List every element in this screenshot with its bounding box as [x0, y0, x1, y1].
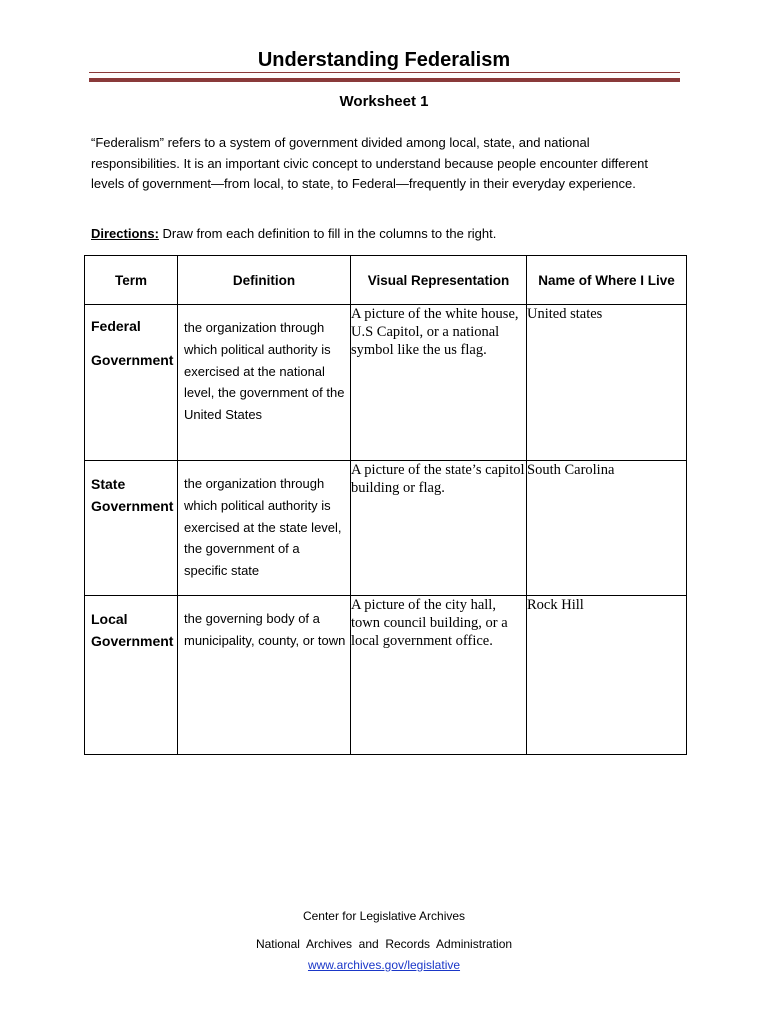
header-definition: Definition [178, 256, 351, 305]
definition-federal: the organization through which political authority is exercised at the national level, the government of the United States [184, 320, 345, 423]
visual-cell [351, 461, 527, 596]
definition-local: the governing body of a municipality, county, or town [184, 611, 346, 648]
live-cell [527, 596, 687, 755]
definition-cell [178, 461, 351, 596]
term-cell [85, 305, 178, 461]
footer-organization: Center for Legislative Archives [302, 909, 466, 923]
visual-state: A picture of the state’s capitol building or flag. [351, 462, 525, 496]
directions [91, 226, 681, 241]
table-row [85, 461, 687, 596]
live-cell [527, 461, 687, 596]
directions-text: Draw from each definition to fill in the columns to the right. [158, 226, 497, 241]
visual-local: A picture of the city hall, town council building, or a local government office. [351, 597, 508, 649]
term-state: State Government [91, 476, 174, 514]
definition-cell [178, 305, 351, 461]
table-row [85, 305, 687, 461]
live-cell [527, 305, 687, 461]
live-local: Rock Hill [527, 597, 584, 613]
definition-state: the organization through which political authority is exercised at the state level, the government of a specific state [184, 476, 342, 579]
worksheet-subtitle: Worksheet 1 [339, 93, 429, 110]
term-cell [85, 461, 178, 596]
footer-agency: National Archives and Records Administration [255, 937, 513, 951]
header-name-of-where-i-live: Name of Where I Live [527, 256, 687, 305]
title-rule-thin [89, 72, 680, 73]
term-federal: Federal Government [91, 318, 174, 368]
table-header-row [85, 256, 687, 305]
footer-link-container [0, 956, 768, 972]
visual-federal: A picture of the white house, U.S Capitol, or a national symbol like the us flag. [351, 306, 519, 358]
table-row [85, 596, 687, 755]
live-state: South Carolina [527, 462, 615, 478]
page-title: Understanding Federalism [257, 49, 511, 71]
term-local: Local Government [91, 611, 174, 649]
header-term: Term [85, 256, 178, 305]
term-cell [85, 596, 178, 755]
directions-label: Directions: [91, 226, 159, 241]
header-visual-representation: Visual Representation [351, 256, 527, 305]
title-rule-thick [89, 78, 680, 82]
visual-cell [351, 596, 527, 755]
visual-cell [351, 305, 527, 461]
intro-paragraph: “Federalism” refers to a system of government divided among local, state, and national responsibilities. It is an important civic concept to understand because people encounter different levels of government—from local, to state, to Federal—frequently in their everyday experience. [91, 135, 648, 191]
live-federal: United states [527, 306, 603, 322]
federalism-table [84, 255, 687, 755]
definition-cell [178, 596, 351, 755]
footer-link[interactable]: www.archives.gov/legislative [307, 958, 461, 972]
